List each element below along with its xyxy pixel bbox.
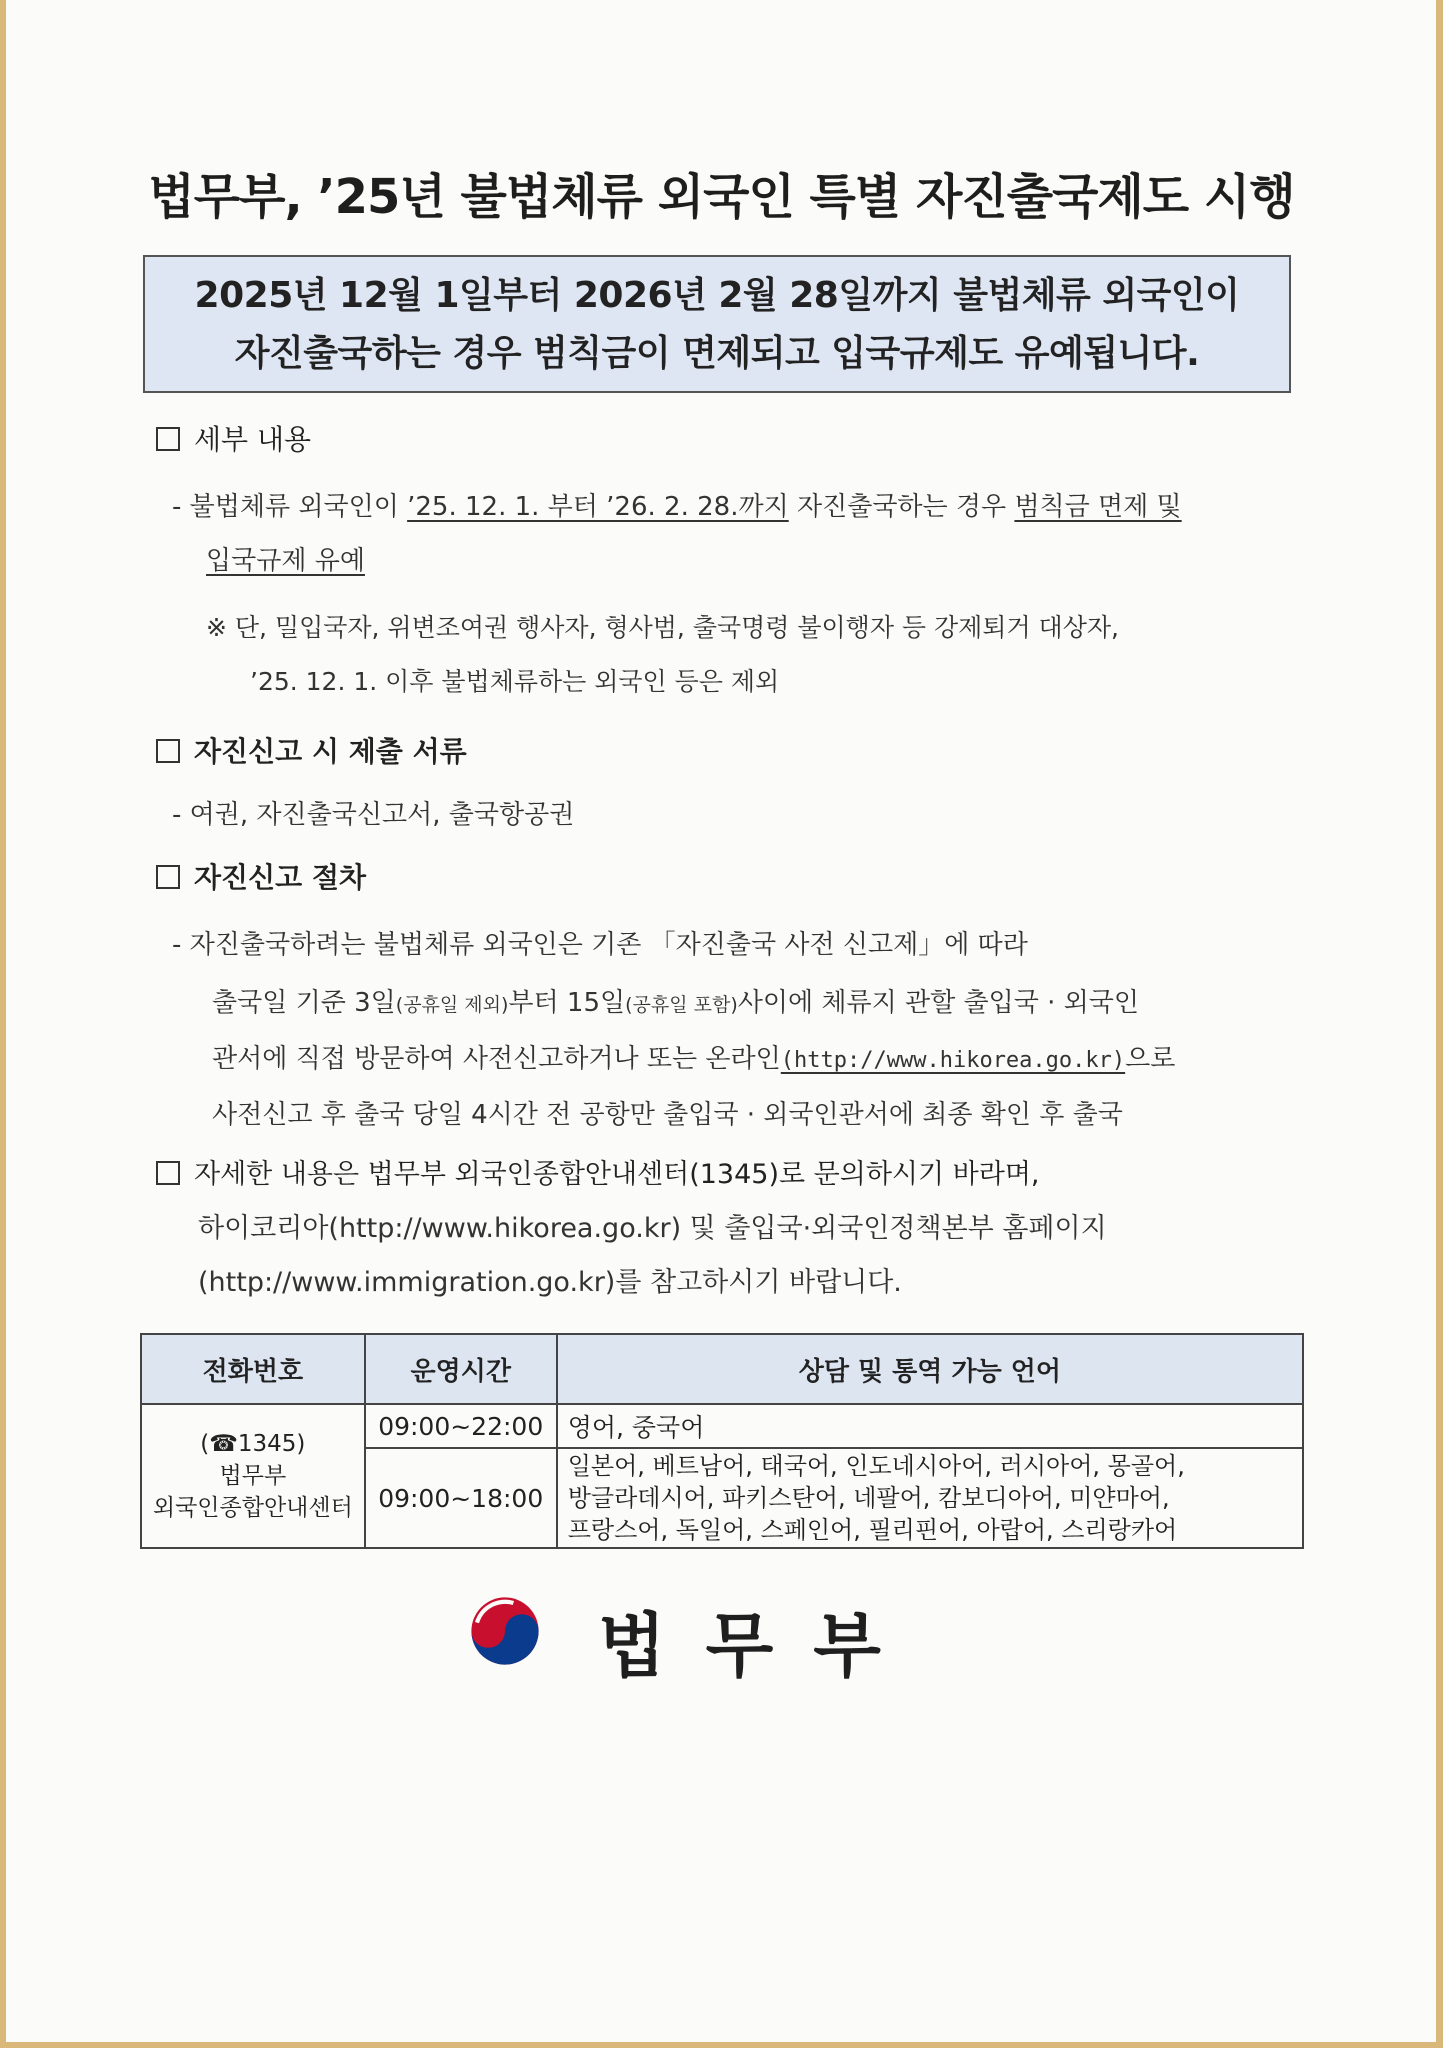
languages-line: 프랑스어, 독일어, 스페인어, 필리핀어, 아랍어, 스리랑카어 — [567, 1516, 1178, 1544]
procedure-text: 사이에 체류지 관할 출입국 · 외국인 — [737, 988, 1139, 1018]
checkbox-square-icon — [156, 739, 180, 763]
footer-org-name: 법무부 — [598, 1605, 921, 1687]
languages-cell — [557, 1448, 1303, 1548]
table-header-row — [141, 1334, 1303, 1404]
section-heading-text: 자진신고 시 제출 서류 — [194, 735, 467, 768]
procedure-small-text: (공휴일 제외) — [395, 994, 509, 1016]
checkbox-square-icon — [156, 865, 180, 889]
summary-box — [143, 255, 1291, 393]
phone-number: (☎1345) — [200, 1431, 306, 1457]
hikorea-link[interactable]: (http://www.hikorea.go.kr) — [780, 1048, 1126, 1073]
procedure-line-1: - 자진출국하려는 불법체류 외국인은 기존 「자진출국 사전 신고제」에 따라 — [172, 930, 1028, 960]
languages-cell: 영어, 중국어 — [557, 1404, 1303, 1448]
summary-line-2: 자진출국하는 경우 범칙금이 면제되고 입국규제도 유예됩니다. — [234, 333, 1200, 374]
section-heading-text: 자진신고 절차 — [194, 861, 367, 894]
section-heading-text: 세부 내용 — [194, 423, 312, 456]
table-row — [141, 1404, 1303, 1448]
section-heading-documents — [156, 730, 467, 770]
phone-center: 외국인종합안내센터 — [152, 1495, 353, 1521]
procedure-text: 출국일 기준 3일 — [212, 988, 396, 1018]
header-hours: 운영시간 — [365, 1334, 557, 1404]
details-bullet-line-1 — [172, 486, 1182, 523]
summary-line-1: 2025년 12월 1일부터 2026년 2월 28일까지 불법체류 외국인이 — [194, 275, 1240, 316]
languages-line: 방글라데시어, 파키스탄어, 네팔어, 캄보디아어, 미얀마어, — [567, 1484, 1170, 1512]
section-heading-procedure — [156, 856, 366, 896]
procedure-line-2 — [212, 982, 1139, 1019]
bullet-text: - 불법체류 외국인이 — [172, 492, 408, 522]
bullet-text: 자진출국하는 경우 — [788, 492, 1015, 522]
contact-info-line-1 — [156, 1152, 1040, 1191]
header-phone: 전화번호 — [141, 1334, 365, 1404]
procedure-small-text: (공휴일 포함) — [625, 994, 738, 1016]
procedure-line-3 — [212, 1038, 1175, 1075]
details-note-line-1: ※ 단, 밀입국자, 위변조여권 행사자, 형사범, 출국명령 불이행자 등 강제퇴거 대상자, — [206, 613, 1119, 642]
contact-table — [140, 1333, 1304, 1549]
page-title: 법무부, ’25년 불법체류 외국인 특별 자진출국제도 시행 — [148, 169, 1295, 225]
hours-cell: 09:00~18:00 — [365, 1448, 557, 1548]
contact-info-line-3: (http://www.immigration.go.kr)를 참고하시기 바랍니다. — [198, 1267, 902, 1298]
header-languages: 상담 및 통역 가능 언어 — [557, 1334, 1303, 1404]
contact-info-text: 자세한 내용은 법무부 외국인종합안내센터(1345)로 문의하시기 바라며, — [194, 1159, 1040, 1190]
checkbox-square-icon — [156, 427, 180, 451]
languages-line: 일본어, 베트남어, 태국어, 인도네시아어, 러시아어, 몽골어, — [567, 1452, 1185, 1480]
details-bullet-line-2 — [206, 540, 365, 577]
procedure-text: 관서에 직접 방문하여 사전신고하거나 또는 온라인 — [212, 1044, 781, 1074]
hours-cell: 09:00~22:00 — [365, 1404, 557, 1448]
taegeuk-logo-icon — [470, 1596, 540, 1666]
procedure-text: 부터 15일 — [508, 988, 626, 1018]
documents-bullet: - 여권, 자진출국신고서, 출국항공권 — [172, 800, 575, 830]
deferral-underlined: 입국규제 유예 — [206, 546, 365, 576]
period-underlined: ’25. 12. 1. 부터 ’26. 2. 28.까지 — [407, 492, 789, 522]
section-heading-details — [156, 418, 311, 458]
procedure-line-4: 사전신고 후 출국 당일 4시간 전 공항만 출입국 · 외국인관서에 최종 확인 후 출국 — [212, 1100, 1123, 1130]
procedure-text: 으로 — [1125, 1044, 1176, 1074]
exemption-underlined: 범칙금 면제 및 — [1014, 492, 1182, 522]
phone-cell — [141, 1404, 365, 1548]
checkbox-square-icon — [156, 1161, 180, 1185]
details-note-line-2: ’25. 12. 1. 이후 불법체류하는 외국인 등은 제외 — [250, 667, 780, 696]
phone-org: 법무부 — [219, 1463, 287, 1489]
contact-info-line-2: 하이코리아(http://www.hikorea.go.kr) 및 출입국·외국인정책본부 홈페이지 — [198, 1213, 1107, 1244]
